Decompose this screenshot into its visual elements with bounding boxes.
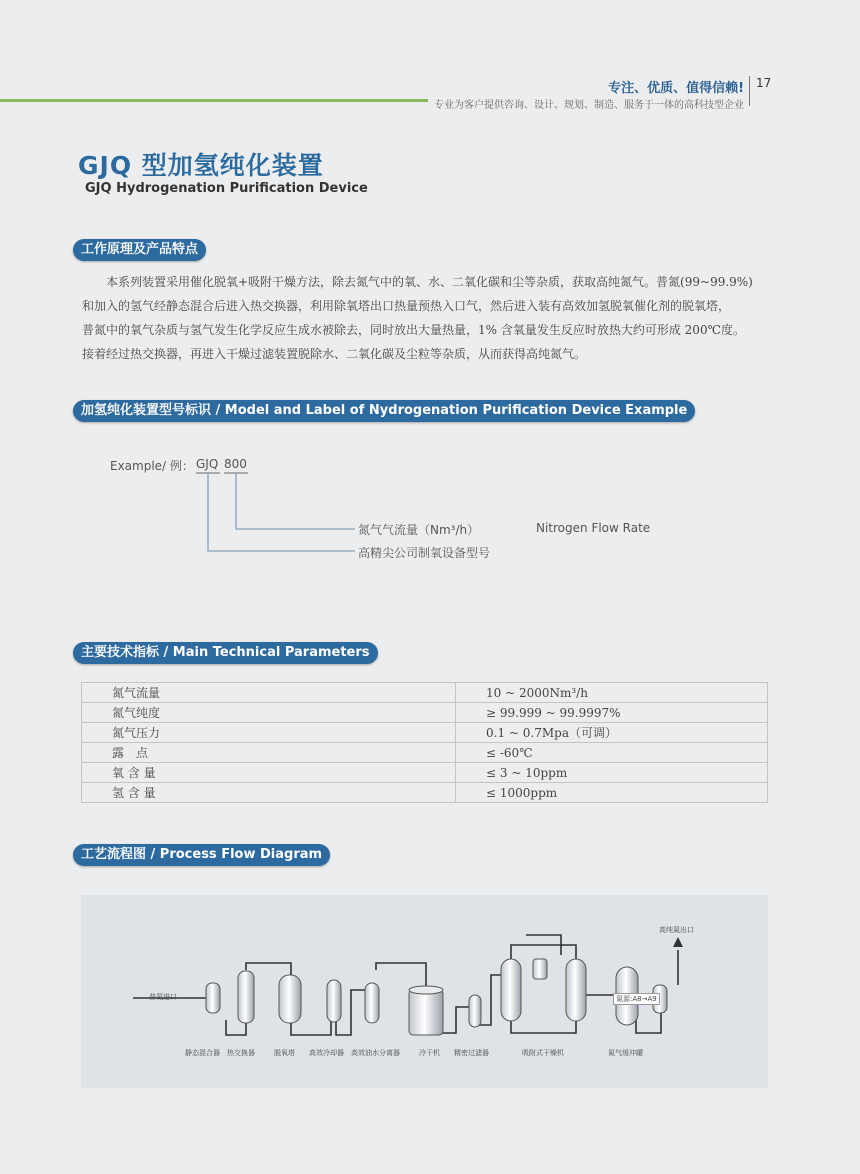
intro-line: 接着经过热交换器，再进入干燥过滤装置脱除水、二氧化碳及尘粒等杂质，从而获得高纯氮气。: [82, 347, 587, 361]
equipment-label: 氮气缓冲罐: [608, 1049, 643, 1057]
buffer-tag: 氮源:A8→A9: [613, 993, 660, 1005]
example-leader-lines: [190, 470, 360, 560]
intro-paragraph: [82, 270, 772, 366]
intro-line: 和加入的氢气经静态混合后进入热交换器，利用除氧塔出口热量预热入口气，然后进入装有高效加氢脱氧催化剂的脱氧塔，: [82, 299, 731, 313]
equipment-label: 吸附式干燥机: [522, 1049, 564, 1057]
section-flow-heading: 工艺流程图 / Process Flow Diagram: [73, 844, 330, 866]
param-name: 氮气纯度: [82, 703, 456, 723]
section-model-heading: 加氢纯化装置型号标识 / Model and Label of Nydrogenation Purification Device Example: [73, 400, 695, 422]
table-row: [82, 703, 768, 723]
table-row: [82, 723, 768, 743]
section-principle-heading: 工作原理及产品特点: [73, 239, 206, 261]
example-model-label: 高精尖公司制氧设备型号: [358, 546, 491, 560]
parameters-table: [81, 682, 768, 803]
example-flow-label-en: Nitrogen Flow Rate: [536, 521, 651, 535]
flow-outlet-label: 高纯氮出口: [659, 926, 694, 934]
section-params-heading: 主要技术指标 / Main Technical Parameters: [73, 642, 378, 664]
param-name: 氧 含 量: [82, 763, 456, 783]
equipment-label: 高效油水分离器: [351, 1049, 400, 1057]
example-flow-label: 氮气气流量（Nm³/h）: [358, 523, 480, 537]
example-prefix: Example/ 例：: [110, 459, 194, 473]
param-value: 10 ~ 2000Nm³/h: [456, 683, 768, 703]
param-value: ≥ 99.999 ~ 99.9997%: [456, 703, 768, 723]
param-value: 0.1 ~ 0.7Mpa（可调）: [456, 723, 768, 743]
param-value: ≤ 1000ppm: [456, 783, 768, 803]
intro-line: 普氮中的氧气杂质与氢气发生化学反应生成水被除去，同时放出大量热量，1% 含氧量发生反应时放热大约可形成 200℃度。: [82, 323, 745, 337]
example-number: 800: [224, 457, 247, 471]
equipment-label: 冷干机: [419, 1049, 440, 1057]
table-row: [82, 783, 768, 803]
header-rule: [0, 99, 428, 102]
param-value: ≤ 3 ~ 10ppm: [456, 763, 768, 783]
param-name: 氮气压力: [82, 723, 456, 743]
example-code: GJQ: [196, 457, 219, 471]
header-tagline: 专业为客户提供咨询、设计、规划、制造、服务于一体的高科技型企业: [434, 100, 744, 111]
page-title: GJQ 型加氢纯化装置: [78, 151, 324, 180]
table-row: [82, 683, 768, 703]
equipment-label: 高效冷却器: [309, 1049, 344, 1057]
equipment-label: 静态混合器: [185, 1049, 220, 1057]
intro-line: 本系列装置采用催化脱氧+吸附干燥方法，除去氮气中的氧、水、二氧化碳和尘等杂质，获取高纯氮气。普氮(99~99.9%): [106, 275, 753, 289]
page-subtitle: GJQ Hydrogenation Purification Device: [85, 181, 368, 196]
param-name: 氢 含 量: [82, 783, 456, 803]
header-slogan: 专注、优质、值得信赖!: [608, 81, 744, 96]
param-name: 露 点: [82, 743, 456, 763]
flow-inlet-label: 普氮进口: [149, 993, 177, 1001]
process-flow-diagram: [81, 895, 768, 1088]
equipment-label: 热交换器: [227, 1049, 255, 1057]
param-name: 氮气流量: [82, 683, 456, 703]
page-number: 17: [749, 76, 771, 106]
equipment-label: 脱氧塔: [274, 1049, 295, 1057]
table-row: [82, 763, 768, 783]
table-row: [82, 743, 768, 763]
param-value: ≤ -60℃: [456, 743, 768, 763]
equipment-label: 精密过滤器: [454, 1049, 489, 1057]
flow-diagram-drawing: [81, 895, 768, 1088]
